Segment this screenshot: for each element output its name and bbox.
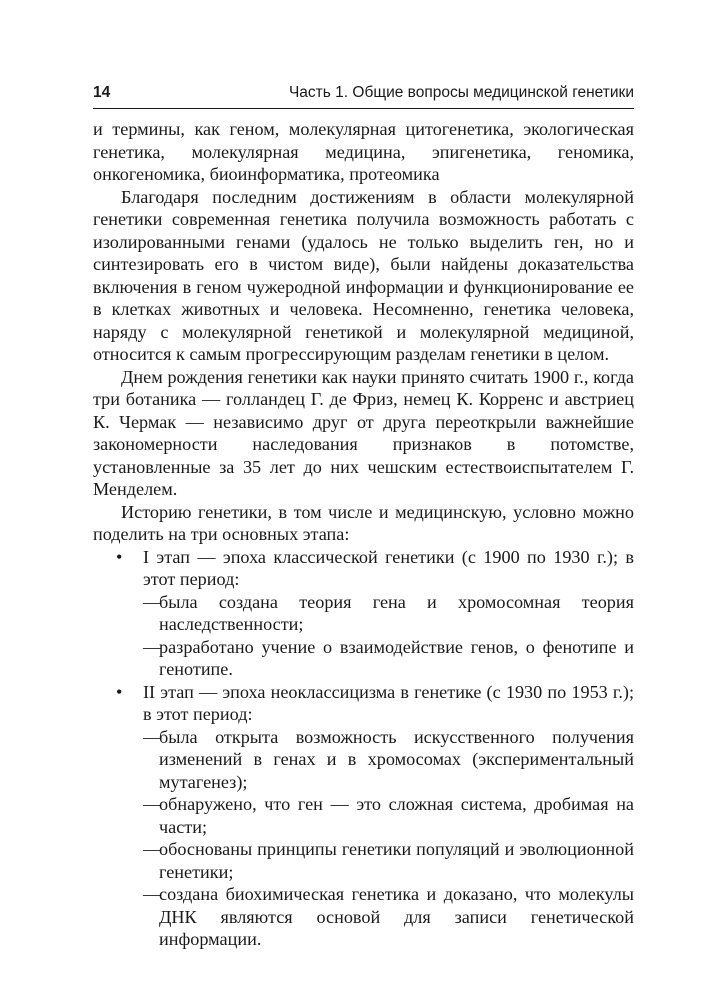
dash-icon: —: [143, 726, 162, 747]
list-item-text: создана биохимическая генетика и доказано, что молекулы ДНК являются основой для записи генетической информации.: [159, 884, 634, 949]
stage-text: II этап — эпоха неоклассицизма в генетике (с 1930 по 1953 г.); в этот период:: [143, 681, 634, 724]
paragraph: Историю генетики, в том числе и медицинскую, условно можно поделить на три основных этапа:: [93, 501, 634, 544]
list-item: [143, 838, 634, 883]
stage-sublist: [143, 591, 634, 681]
page-header: [93, 84, 634, 109]
stage-item: [93, 546, 634, 681]
list-item-text: была открыта возможность искусственного получения изменений в генах и в хромосомах (экспериментальный мутагенез);: [159, 726, 634, 792]
stage-list: [93, 546, 634, 951]
list-item: [143, 726, 634, 794]
list-item: [143, 883, 634, 951]
stage-text: I этап — эпоха классической генетики (с 1900 по 1930 г.); в этот период:: [143, 546, 634, 589]
dash-icon: —: [143, 794, 162, 814]
stage-sublist: [143, 726, 634, 951]
dash-icon: —: [143, 636, 162, 657]
list-item-text: была создана теория гена и хромосомная теория наследственности;: [159, 591, 634, 634]
paragraph: Днем рождения генетики как науки принято считать 1900 г., когда три ботаника — голландец Г. де Фриз, немец К. Корренс и австриец К. Чермак — независимо друг от друга переоткрыли важнейшие закономерности наследования признаков в потомстве, установленные за 35 лет до них чешским естествоиспытателем Г. Менделем.: [93, 366, 634, 499]
running-title: Часть 1. Общие вопросы медицинской генетики: [288, 84, 634, 101]
dash-icon: —: [143, 591, 162, 612]
paragraph: Благодаря последним достижениям в области молекулярной генетики современная генетика получила возможность работать с изолированными генами (удалось не только выделить ген, но и синтезировать его в чистом виде), были найдены доказательства включения в геном чужеродной информации и функционирование ее в клетках животных и человека. Несомненно, генетика человека, наряду с молекулярной генетикой и молекулярной медициной, относится к самым прогрессирующим разделам генетики в целом.: [93, 186, 634, 364]
paragraph: и термины, как геном, молекулярная цитогенетика, экологическая генетика, молекулярная медицина, эпигенетика, геномика, онкогеномика, биоинформатика, протеомика: [93, 119, 634, 184]
bullet-icon: •: [116, 681, 123, 702]
bullet-icon: •: [116, 546, 123, 567]
dash-icon: —: [143, 884, 162, 904]
list-item: [143, 591, 634, 636]
list-item-text: обоснованы принципы генетики популяций и эволюционной генетики;: [159, 839, 634, 882]
list-item-text: обнаружено, что ген — это сложная система, дробимая на части;: [159, 794, 634, 837]
page-body: [93, 118, 634, 951]
list-item: [143, 636, 634, 681]
page-number: 14: [93, 84, 111, 101]
stage-item: [93, 681, 634, 951]
list-item: [143, 793, 634, 838]
list-item-text: разработано учение о взаимодействие генов, о фенотипе и генотипе.: [159, 636, 634, 679]
dash-icon: —: [143, 839, 162, 859]
